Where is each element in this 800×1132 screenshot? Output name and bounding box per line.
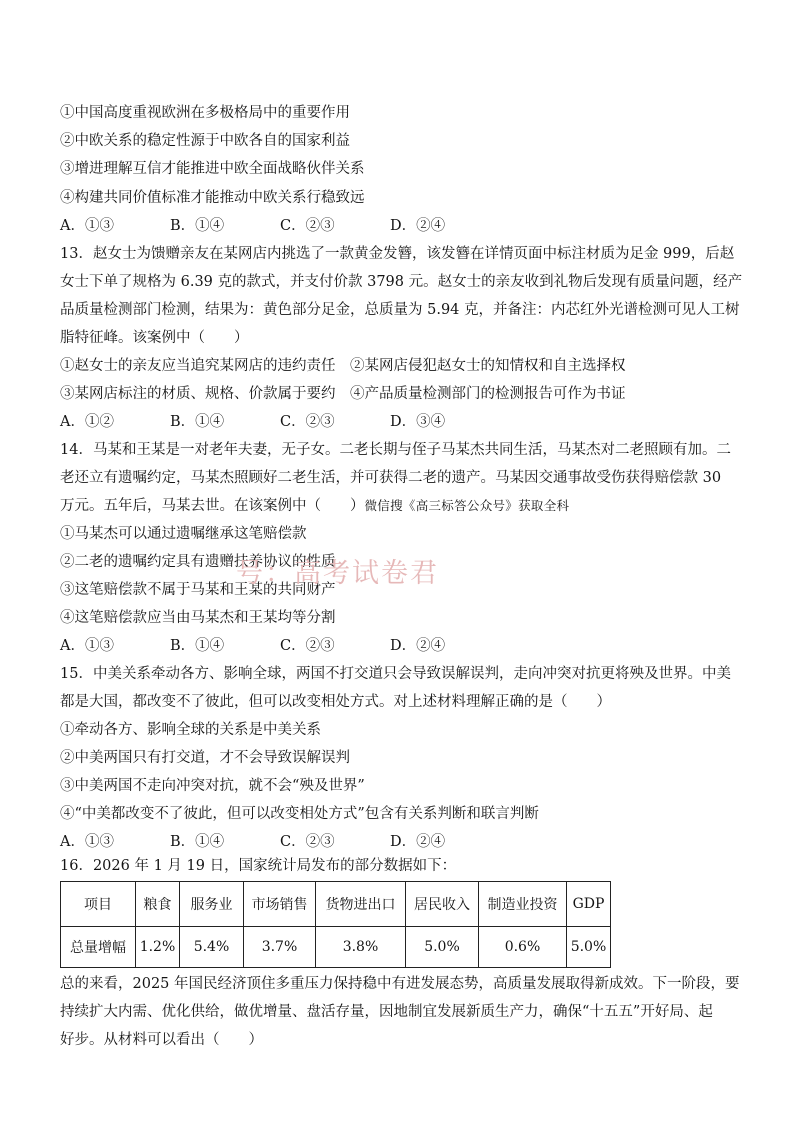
table-cell: 5.4% — [180, 927, 244, 968]
table-header-cell: 服务业 — [180, 882, 244, 927]
q14-option-a: A．①③ — [60, 638, 114, 654]
q15-item-1: ①牵动各方、影响全球的关系是中美关系 — [60, 722, 321, 738]
table-header-cell: 居民收入 — [406, 882, 479, 927]
q15-option-c: C．②③ — [280, 834, 335, 850]
q14-stem-line-3 — [60, 496, 750, 516]
q14-item-2: ②二老的遗嘱约定具有遗赠扶养协议的性质 — [60, 554, 336, 570]
q14-item-4: ④这笔赔偿款应当由马某杰和王某均等分割 — [60, 610, 336, 626]
q15-option-b: B．①④ — [170, 834, 225, 850]
table-header-row — [61, 882, 611, 927]
table-header-cell: 粮食 — [136, 882, 180, 927]
table-header-cell: 制造业投资 — [479, 882, 567, 927]
q12-item-1: ①中国高度重视欧洲在多极格局中的重要作用 — [60, 105, 350, 121]
q12-item-2: ②中欧关系的稳定性源于中欧各自的国家利益 — [60, 133, 350, 149]
q15-option-a: A．①③ — [60, 834, 114, 850]
table-cell: 5.0% — [567, 927, 611, 968]
q13-option-c: C．②③ — [280, 414, 335, 430]
table-header-cell: 货物进出口 — [316, 882, 406, 927]
q16-intro: 16．2026 年 1 月 19 日，国家统计局发布的部分数据如下： — [60, 858, 457, 874]
q15-item-3: ③中美两国不走向冲突对抗，就不会“殃及世界” — [60, 778, 365, 794]
q14-item-3: ③这笔赔偿款不属于马某和王某的共同财产 — [60, 582, 336, 598]
q13-option-b: B．①④ — [170, 414, 225, 430]
q15-option-d: D．②④ — [390, 834, 446, 850]
table-header-cell: 项目 — [61, 882, 136, 927]
q15-stem-line-2: 都是大国，都改变不了彼此，但可以改变相处方式。对上述材料理解正确的是（ ） — [60, 694, 611, 710]
table-header-cell: GDP — [567, 882, 611, 927]
q12-option-d: D．②④ — [390, 218, 446, 234]
table-row — [61, 927, 611, 968]
q15-stem-line-1: 15．中美关系牵动各方、影响全球，两国不打交道只会导致误解误判，走向冲突对抗更将殃及世界。中美 — [60, 666, 731, 682]
q15-item-2: ②中美两国只有打交道，才不会导致误解误判 — [60, 750, 350, 766]
table-cell: 0.6% — [479, 927, 567, 968]
table-cell: 1.2% — [136, 927, 180, 968]
q13-stem-line-3: 品质量检测部门检测，结果为：黄色部分足金，总质量为 5.94 克，并备注：内芯红外光谱检测可见人工树 — [60, 302, 740, 318]
q13-items-line-2: ③某网店标注的材质、规格、价款属于要约 ④产品质量检测部门的检测报告可作为书证 — [60, 386, 626, 402]
q13-option-a: A．①② — [60, 414, 114, 430]
table-cell: 3.7% — [244, 927, 316, 968]
table-cell: 总量增幅 — [61, 927, 136, 968]
table-cell: 3.8% — [316, 927, 406, 968]
q13-stem-line-2: 女士下单了规格为 6.39 克的款式，并支付价款 3798 元。赵女士的亲友收到礼物后发现有质量问题，经产 — [60, 274, 743, 290]
statistics-table — [60, 881, 611, 968]
q16-summary-line-2: 持续扩大内需、优化供给，做优增量、盘活存量，因地制宜发展新质生产力，确保“十五五”开好局、起 — [60, 1004, 713, 1020]
table-header-cell: 市场销售 — [244, 882, 316, 927]
q15-item-4: ④“中美都改变不了彼此，但可以改变相处方式”包含有关系判断和联言判断 — [60, 806, 539, 822]
q14-option-b: B．①④ — [170, 638, 225, 654]
wechat-note: 微信搜《高三标答公众号》获取全科 — [364, 498, 570, 513]
q13-stem-line-1: 13．赵女士为馈赠亲友在某网店内挑选了一款黄金发簪，该发簪在详情页面中标注材质为足金 999，后赵 — [60, 246, 735, 262]
q13-option-d: D．③④ — [390, 414, 446, 430]
q12-option-b: B．①④ — [170, 218, 225, 234]
q12-item-4: ④构建共同价值标准才能推动中欧关系行稳致远 — [60, 190, 365, 206]
q13-items-line-1: ①赵女士的亲友应当追究某网店的违约责任 ②某网店侵犯赵女士的知情权和自主选择权 — [60, 358, 626, 374]
q12-item-3: ③增进理解互信才能推进中欧全面战略伙伴关系 — [60, 161, 365, 177]
q14-option-d: D．②④ — [390, 638, 446, 654]
q14-stem-line-1: 14．马某和王某是一对老年夫妻，无子女。二老长期与侄子马某杰共同生活，马某杰对二老照顾有加。二 — [60, 442, 731, 458]
q13-stem-line-4: 脂特征峰。该案例中（ ） — [60, 330, 249, 346]
q14-stem-line-2: 老还立有遗嘱约定，马某杰照顾好二老生活，并可获得二老的遗产。马某因交通事故受伤获得赔偿款 30 — [60, 470, 722, 486]
q14-option-c: C．②③ — [280, 638, 335, 654]
watermark-text: 号：高考试卷君 — [236, 558, 439, 589]
q12-option-a: A．①③ — [60, 218, 114, 234]
q12-option-c: C．②③ — [280, 218, 335, 234]
q14-item-1: ①马某杰可以通过遗嘱继承这笔赔偿款 — [60, 526, 307, 542]
q16-summary-line-3: 好步。从材料可以看出（ ） — [60, 1032, 263, 1048]
q14-stem-text: 万元。五年后，马某去世。在该案例中（ ） — [60, 498, 365, 514]
q16-summary-line-1: 总的来看，2025 年国民经济顶住多重压力保持稳中有进发展态势，高质量发展取得新成效。下一阶段，要 — [60, 976, 740, 992]
table-cell: 5.0% — [406, 927, 479, 968]
